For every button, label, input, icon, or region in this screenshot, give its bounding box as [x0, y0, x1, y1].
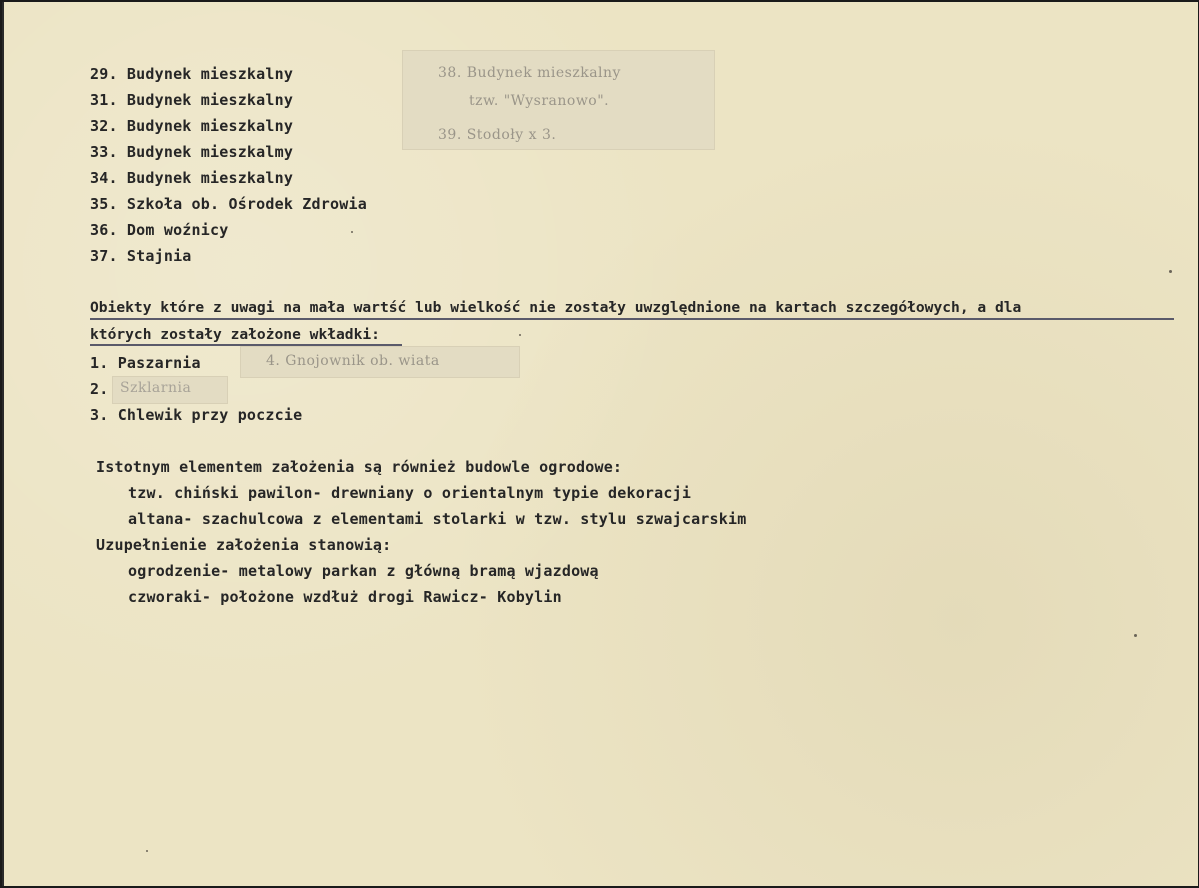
objects-heading-line-2: których zostały założone wkładki:: [90, 326, 380, 343]
objects-heading-line-1: Obiekty które z uwagi na mała wartść lub wielkość nie zostały uwzględnione na kartach szczegółowych, a dla: [90, 299, 1022, 316]
archive-card: [2, 2, 1198, 886]
objects-item-2-number: 2.: [90, 380, 118, 398]
objects-item-3: 3. Chlewik przy poczcie: [90, 406, 303, 424]
completion-item-1: ogrodzenie- metalowy parkan z główną bramą wjazdową: [128, 562, 599, 580]
paper-speck: [351, 231, 353, 233]
pasted-item-4: 4. Gnojownik ob. wiata: [266, 353, 440, 369]
list-item: 33. Budynek mieszkalmy: [90, 143, 294, 161]
list-item: 35. Szkoła ob. Ośrodek Zdrowia: [90, 195, 367, 213]
list-item: 31. Budynek mieszkalny: [90, 91, 294, 109]
pasted-slip-line-2: tzw. "Wysranowo".: [469, 93, 610, 109]
pasted-slip-line-3: 39. Stodoły x 3.: [438, 127, 557, 143]
heading-underline-1: [90, 318, 1174, 320]
elements-item-2: altana- szachulcowa z elementami stolarki w tzw. stylu szwajcarskim: [128, 510, 747, 528]
objects-item-1: 1. Paszarnia: [90, 354, 201, 372]
elements-item-1: tzw. chiński pawilon- drewniany o orientalnym typie dekoracji: [128, 484, 692, 502]
list-item: 36. Dom woźnicy: [90, 221, 229, 239]
list-item: 32. Budynek mieszkalny: [90, 117, 294, 135]
paper-speck: [146, 850, 148, 852]
paper-speck: [1169, 270, 1172, 273]
paper-speck: [1134, 634, 1137, 637]
elements-intro: Istotnym elementem założenia są również budowle ogrodowe:: [96, 458, 623, 476]
paper-speck: [519, 334, 521, 336]
list-item: 34. Budynek mieszkalny: [90, 169, 294, 187]
pasted-slip-line-1: 38. Budynek mieszkalny: [438, 65, 621, 81]
completion-item-2: czworaki- położone wzdłuż drogi Rawicz- Kobylin: [128, 588, 562, 606]
objects-item-2-label: Szklarnia: [120, 380, 192, 396]
list-item: 37. Stajnia: [90, 247, 192, 265]
completion-intro: Uzupełnienie założenia stanowią:: [96, 536, 392, 554]
list-item: 29. Budynek mieszkalny: [90, 65, 294, 83]
